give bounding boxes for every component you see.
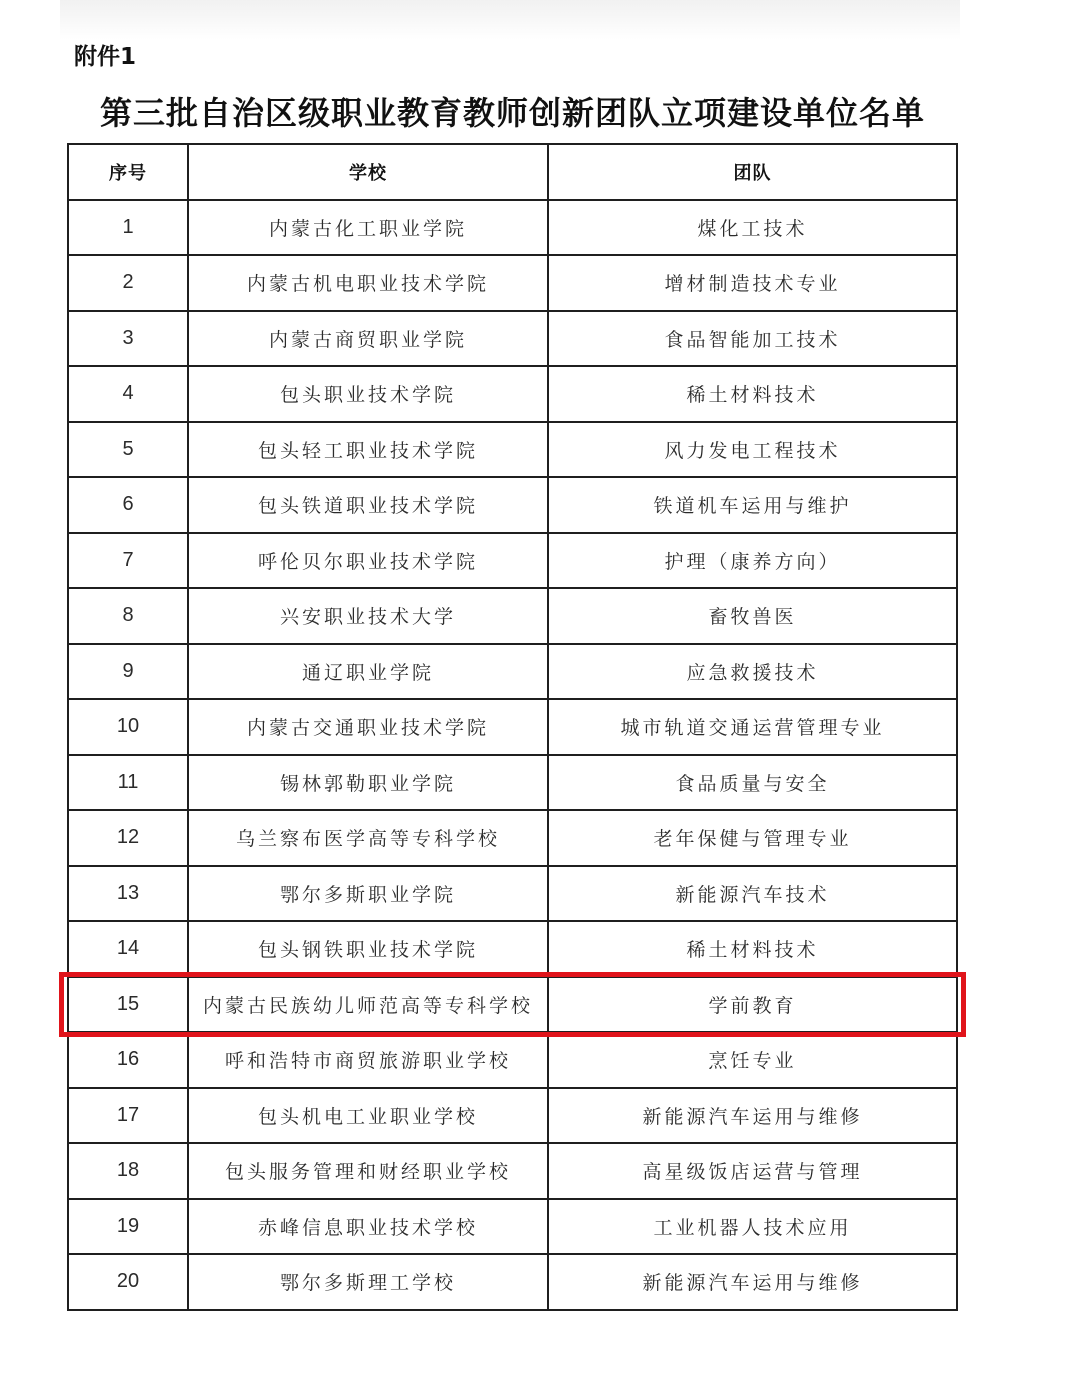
row-school: 呼和浩特市商贸旅游职业学校 <box>188 1032 548 1088</box>
row-school: 内蒙古交通职业技术学院 <box>188 699 548 755</box>
row-school: 锡林郭勒职业学院 <box>188 755 548 811</box>
row-number: 17 <box>68 1088 188 1144</box>
row-number: 4 <box>68 366 188 422</box>
table-row <box>68 255 957 311</box>
row-team: 食品智能加工技术 <box>548 311 957 367</box>
row-school: 包头铁道职业技术学院 <box>188 477 548 533</box>
row-team: 铁道机车运用与维护 <box>548 477 957 533</box>
row-number: 12 <box>68 810 188 866</box>
table-row <box>68 810 957 866</box>
table-row <box>68 366 957 422</box>
row-number: 6 <box>68 477 188 533</box>
row-school: 包头钢铁职业技术学院 <box>188 921 548 977</box>
table-row <box>68 1143 957 1199</box>
row-team: 稀土材料技术 <box>548 921 957 977</box>
row-school: 包头机电工业职业学校 <box>188 1088 548 1144</box>
unit-list-table <box>67 143 958 1311</box>
row-team: 新能源汽车技术 <box>548 866 957 922</box>
row-team: 新能源汽车运用与维修 <box>548 1254 957 1310</box>
table-row <box>68 977 957 1033</box>
row-number: 5 <box>68 422 188 478</box>
row-number: 9 <box>68 644 188 700</box>
row-team: 烹饪专业 <box>548 1032 957 1088</box>
row-team: 工业机器人技术应用 <box>548 1199 957 1255</box>
row-number: 10 <box>68 699 188 755</box>
row-number: 13 <box>68 866 188 922</box>
row-number: 14 <box>68 921 188 977</box>
table-row <box>68 1088 957 1144</box>
row-number: 7 <box>68 533 188 589</box>
row-team: 食品质量与安全 <box>548 755 957 811</box>
row-number: 1 <box>68 200 188 256</box>
table-row <box>68 588 957 644</box>
row-school: 内蒙古化工职业学院 <box>188 200 548 256</box>
table-row <box>68 921 957 977</box>
row-school: 通辽职业学院 <box>188 644 548 700</box>
row-team: 畜牧兽医 <box>548 588 957 644</box>
row-school: 赤峰信息职业技术学校 <box>188 1199 548 1255</box>
row-number: 15 <box>68 977 188 1033</box>
table-row <box>68 644 957 700</box>
row-school: 包头职业技术学院 <box>188 366 548 422</box>
table-row <box>68 866 957 922</box>
row-number: 3 <box>68 311 188 367</box>
row-school: 呼伦贝尔职业技术学院 <box>188 533 548 589</box>
table-row <box>68 1254 957 1310</box>
row-team: 老年保健与管理专业 <box>548 810 957 866</box>
row-team: 城市轨道交通运营管理专业 <box>548 699 957 755</box>
header-number: 序号 <box>68 144 188 200</box>
row-school: 鄂尔多斯理工学校 <box>188 1254 548 1310</box>
table-row <box>68 422 957 478</box>
row-number: 2 <box>68 255 188 311</box>
table-row <box>68 755 957 811</box>
table-row <box>68 477 957 533</box>
table-row <box>68 1032 957 1088</box>
table-row <box>68 311 957 367</box>
row-number: 19 <box>68 1199 188 1255</box>
row-school: 乌兰察布医学高等专科学校 <box>188 810 548 866</box>
row-team: 新能源汽车运用与维修 <box>548 1088 957 1144</box>
row-number: 11 <box>68 755 188 811</box>
row-team: 风力发电工程技术 <box>548 422 957 478</box>
top-shadow <box>60 0 960 40</box>
row-team: 煤化工技术 <box>548 200 957 256</box>
row-number: 18 <box>68 1143 188 1199</box>
table-row <box>68 1199 957 1255</box>
table-header-row <box>68 144 957 200</box>
row-team: 应急救援技术 <box>548 644 957 700</box>
table-row <box>68 200 957 256</box>
row-school: 鄂尔多斯职业学院 <box>188 866 548 922</box>
row-number: 16 <box>68 1032 188 1088</box>
row-school: 内蒙古商贸职业学院 <box>188 311 548 367</box>
document-title: 第三批自治区级职业教育教师创新团队立项建设单位名单 <box>99 94 925 132</box>
row-school: 内蒙古民族幼儿师范高等专科学校 <box>188 977 548 1033</box>
table-row <box>68 699 957 755</box>
header-team: 团队 <box>548 144 957 200</box>
row-number: 8 <box>68 588 188 644</box>
row-team: 护理（康养方向） <box>548 533 957 589</box>
row-school: 包头轻工职业技术学院 <box>188 422 548 478</box>
row-school: 内蒙古机电职业技术学院 <box>188 255 548 311</box>
row-team: 高星级饭店运营与管理 <box>548 1143 957 1199</box>
header-school: 学校 <box>188 144 548 200</box>
row-school: 兴安职业技术大学 <box>188 588 548 644</box>
row-team: 稀土材料技术 <box>548 366 957 422</box>
row-team: 学前教育 <box>548 977 957 1033</box>
table-row <box>68 533 957 589</box>
row-number: 20 <box>68 1254 188 1310</box>
row-school: 包头服务管理和财经职业学校 <box>188 1143 548 1199</box>
row-team: 增材制造技术专业 <box>548 255 957 311</box>
attachment-label: 附件1 <box>74 44 137 70</box>
